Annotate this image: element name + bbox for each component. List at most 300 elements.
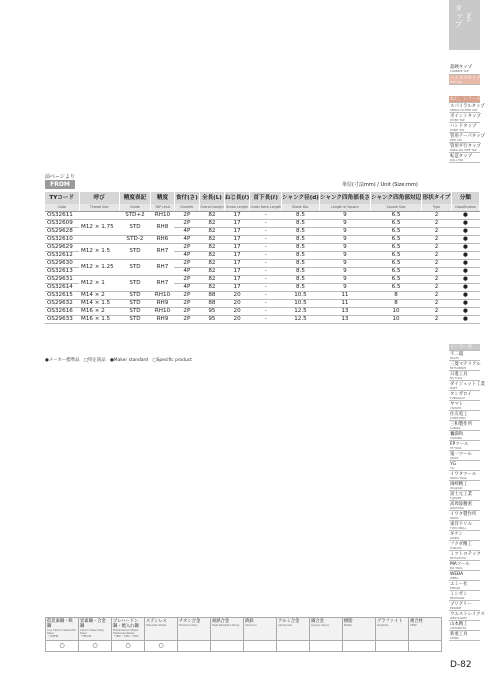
cell-grade: STD (119, 220, 150, 236)
sidebar-maker-item[interactable] (449, 571, 480, 581)
cell-ul: - (250, 212, 282, 220)
cell-limit: RH7 (151, 276, 175, 292)
cell-oal: 88 (199, 292, 224, 300)
column-header-en: Type (422, 204, 452, 212)
cell-dia: 8.5 (282, 244, 320, 252)
cell-grade: STD (119, 260, 150, 276)
cell-chamfer: 2P (174, 316, 199, 324)
sidebar-maker-sublabel: FP TOOL (450, 446, 462, 450)
sidebar-item-label: スパイラルタップ (450, 104, 485, 109)
material-name: チタン合金 (179, 619, 201, 624)
sidebar-maker-item[interactable] (449, 461, 480, 471)
material-suitability-mark (277, 641, 310, 652)
sidebar-maker-label: ヤマト (450, 402, 464, 407)
material-name: 炭素鋼・合金鋼 (80, 619, 106, 629)
sidebar-maker-label: 鬼一ツール (450, 452, 472, 457)
cell-oal: 82 (199, 268, 224, 276)
cell-size: M12 × 1.75 (79, 220, 119, 236)
sidebar-maker-sublabel: PRIGRIE (450, 606, 462, 610)
cell-dia: 8.5 (282, 284, 320, 292)
spec-table (45, 192, 480, 324)
sidebar-maker-item[interactable] (449, 421, 480, 431)
sidebar-item[interactable] (449, 64, 480, 75)
cell-lsq: 9 (319, 228, 370, 236)
cell-limit: RH6 (151, 236, 175, 244)
material-range: ～HRC ～HRC ～HRC (113, 635, 139, 638)
cell-sq: 6.5 (371, 236, 422, 244)
cell-sl: 17 (224, 260, 250, 268)
cell-code: OS32610 (45, 236, 79, 244)
cell-sq: 6.5 (371, 212, 422, 220)
column-header: 首下長(ℓ) (250, 192, 282, 204)
sidebar-maker-item[interactable] (449, 391, 480, 401)
cell-size: M12 × 1 (79, 276, 119, 292)
sidebar-type-list (449, 64, 485, 163)
sidebar-maker-label: フクダ精工 (450, 542, 472, 547)
column-header-en: Square Size (371, 204, 422, 212)
cell-sq: 6.5 (371, 252, 422, 260)
sidebar-maker-label: タンガロイ (450, 392, 472, 397)
sidebar-item[interactable] (449, 133, 485, 143)
sidebar-makers-title: メーカー別 (450, 345, 472, 350)
category-title-jp: タップ (454, 4, 463, 28)
cell-ul: - (250, 244, 282, 252)
column-header: 食付(さ) (174, 192, 199, 204)
cell-limit: RH9 (151, 300, 175, 308)
sidebar-maker-item[interactable] (449, 521, 480, 531)
cell-cls: ● (451, 212, 479, 220)
table-row (45, 212, 480, 220)
cell-grade: STD (119, 276, 150, 292)
column-header: 精度 (151, 192, 175, 204)
cell-ul: - (250, 228, 282, 236)
cell-grade: STD (119, 292, 150, 300)
cell-cls: ● (451, 268, 479, 276)
column-header: シャンク径(d) (282, 192, 320, 204)
cell-lsq: 9 (319, 244, 370, 252)
sidebar-maker-sublabel: NACHI (450, 356, 459, 360)
table-row (45, 276, 480, 284)
cell-lsq: 9 (319, 284, 370, 292)
cell-ul: - (250, 300, 282, 308)
material-cell (79, 618, 112, 641)
material-cell (46, 618, 79, 641)
sidebar-maker-item[interactable] (449, 561, 480, 571)
sidebar-maker-item[interactable] (449, 471, 480, 481)
cell-limit: RH8 (151, 220, 175, 236)
cell-dia: 8.5 (282, 252, 320, 260)
cell-dia: 8.5 (282, 268, 320, 276)
cell-chamfer: 4P (174, 228, 199, 236)
table-row (45, 244, 480, 252)
cell-sq: 6.5 (371, 276, 422, 284)
cell-lsq: 9 (319, 236, 370, 244)
material-cell (244, 618, 277, 641)
material-cell (409, 618, 442, 641)
cell-ul: - (250, 276, 282, 284)
cell-grade: STD (119, 300, 150, 308)
sidebar-maker-sublabel: KIICHI (450, 456, 459, 460)
sidebar-maker-label: 富士元工業 (450, 492, 472, 497)
cell-sq: 6.5 (371, 268, 422, 276)
sidebar-item[interactable] (449, 143, 480, 153)
cell-sq: 10 (371, 308, 422, 316)
sidebar-maker-sublabel: KOSHUHA (450, 506, 464, 510)
sidebar-maker-item[interactable] (449, 451, 480, 461)
sidebar-maker-label: 三和製作所 (450, 422, 472, 427)
cell-sq: 6.5 (371, 244, 422, 252)
cell-ul: - (250, 268, 282, 276)
sidebar-maker-label: 日進工具 (450, 372, 468, 377)
sidebar-item-label: 管用平行タップ (450, 144, 481, 149)
sidebar-item-sublabel: SPIRAL FLUTED TAP (450, 108, 478, 112)
sidebar-maker-item[interactable] (449, 441, 480, 451)
cell-lsq: 13 (319, 316, 370, 324)
cell-oal: 88 (199, 300, 224, 308)
sidebar-maker-sublabel: NS TOOL (450, 376, 463, 380)
sidebar-item-label: ねじ、シリーズ (450, 97, 481, 102)
sidebar-maker-label: 彌満和 (450, 432, 464, 437)
cell-chamfer: 2P (174, 244, 199, 252)
sidebar-maker-item[interactable] (449, 431, 480, 441)
sidebar-maker-sublabel: IWATA TOOL (450, 476, 468, 480)
cell-code: OS32611 (45, 212, 79, 220)
material-name: 樹脂 (344, 619, 353, 624)
cell-lsq: 9 (319, 276, 370, 284)
from-badge: FROM (45, 180, 75, 189)
sidebar-maker-item[interactable] (449, 361, 480, 371)
cell-code: OS29629 (45, 244, 79, 252)
material-suitability-mark (343, 641, 376, 652)
cell-chamfer: 2P (174, 292, 199, 300)
cell-size: M12 × 1.5 (79, 244, 119, 260)
cell-sl: 17 (224, 236, 250, 244)
sidebar-maker-sublabel: YAMAWA (450, 436, 463, 440)
cell-sl: 17 (224, 252, 250, 260)
column-header: 精度表記 (119, 192, 150, 204)
sidebar-maker-item[interactable] (449, 481, 480, 491)
sidebar-maker-item[interactable] (449, 551, 480, 561)
cell-type: 2 (422, 252, 452, 260)
sidebar-maker-item[interactable] (449, 371, 480, 381)
sidebar-maker-sublabel: MITSUTOYO (450, 556, 467, 560)
table-row (45, 236, 480, 244)
sidebar-maker-item[interactable] (449, 601, 480, 611)
material-name-en: Titanium Alloy (179, 624, 198, 627)
sidebar-maker-item[interactable] (449, 501, 480, 511)
material-cell (343, 618, 376, 641)
sidebar-maker-sublabel: TOYO DRILL (450, 526, 467, 530)
cell-size: M14 × 1.5 (79, 300, 119, 308)
category-title-en: TAPS (466, 12, 471, 22)
cell-limit: RH10 (151, 308, 175, 316)
sidebar-maker-item[interactable] (449, 381, 485, 391)
sidebar-maker-item[interactable] (449, 611, 485, 621)
cell-grade: STD-2 (119, 236, 150, 244)
cell-ul: - (250, 220, 282, 228)
cell-type: 2 (422, 316, 452, 324)
sidebar-item-sublabel: PARALLEL PIPE TAP (450, 148, 477, 152)
column-header-en: Thread Size (79, 204, 119, 212)
cell-cls: ● (451, 316, 479, 324)
sidebar-item[interactable] (449, 113, 480, 123)
sidebar-maker-label: YG (450, 462, 457, 467)
sidebar-item[interactable] (449, 103, 485, 113)
material-name-en: Low Carbon Steel Mild Steel (47, 629, 76, 635)
cell-code: OS32615 (45, 292, 79, 300)
sidebar-item[interactable] (449, 153, 480, 163)
cell-code: OS32614 (45, 284, 79, 292)
cell-ul: - (250, 316, 282, 324)
sidebar-maker-sublabel: WEBA (450, 576, 459, 580)
table-row (45, 260, 480, 268)
material-suitability-mark (178, 641, 211, 652)
material-name: ステンレス (146, 619, 167, 624)
cell-type: 2 (422, 212, 452, 220)
cell-chamfer: 2P (174, 260, 199, 268)
cell-sl: 20 (224, 300, 250, 308)
cell-chamfer: 4P (174, 236, 199, 244)
material-cell (178, 618, 211, 641)
sidebar-maker-item[interactable] (449, 511, 480, 521)
sidebar-item-sublabel: CARBIDE TAP (450, 69, 469, 73)
sidebar-maker-item[interactable] (449, 591, 480, 601)
cell-chamfer: 2P (174, 300, 199, 308)
cell-code: OS32613 (45, 268, 79, 276)
sidebar-maker-item[interactable] (449, 401, 480, 411)
cell-chamfer: 2P (174, 308, 199, 316)
cell-oal: 95 (199, 308, 224, 316)
cell-size (79, 236, 119, 244)
material-name-en: Cast Iron (245, 624, 257, 627)
sidebar-maker-sublabel: SANWA (450, 426, 461, 430)
cell-sl: 20 (224, 292, 250, 300)
cell-type: 2 (422, 236, 452, 244)
cell-sq: 6.5 (371, 284, 422, 292)
previous-page-note: 前ページより (45, 174, 75, 180)
sidebar-maker-item[interactable] (449, 491, 480, 501)
cell-sq: 6.5 (371, 228, 422, 236)
cell-limit: RH7 (151, 244, 175, 260)
cell-sl: 17 (224, 268, 250, 276)
sidebar-item-sublabel: HAND TAP (450, 128, 465, 132)
material-name: 銅合金 (311, 619, 324, 624)
sidebar-maker-label: ウエストレイクス (450, 612, 485, 617)
cell-cls: ● (451, 252, 479, 260)
sidebar-item-label: ハンドタップ (450, 124, 477, 129)
cell-lsq: 13 (319, 308, 370, 316)
column-header-en: Grade (119, 204, 150, 212)
sidebar-maker-sublabel: FUJIGEN (450, 496, 462, 500)
cell-type: 2 (422, 268, 452, 276)
sidebar-item-label: ポイントタップ (450, 114, 481, 119)
material-suitability-mark (376, 641, 409, 652)
sidebar-maker-label: 高周波精密 (450, 502, 472, 507)
sidebar-maker-label: ミシガン (450, 592, 468, 597)
cell-sl: 17 (224, 276, 250, 284)
cell-limit: RH10 (151, 292, 175, 300)
material-suitability-mark (409, 641, 442, 652)
sidebar-maker-sublabel: IWATA (450, 516, 459, 520)
material-name: 耐熱合金 (212, 619, 230, 624)
sidebar-item-sublabel: POINT TAP (450, 118, 465, 122)
cell-lsq: 9 (319, 260, 370, 268)
cell-grade: STD (119, 316, 150, 324)
column-header-en: Screw Length (224, 204, 250, 212)
sidebar-item[interactable] (449, 85, 480, 96)
cell-sq: 10 (371, 316, 422, 324)
cell-sq: 8 (371, 300, 422, 308)
cell-sl: 20 (224, 308, 250, 316)
unit-note: 単位(寸法mm) / Unit (Size:mm) (342, 182, 418, 188)
sidebar-item[interactable] (449, 123, 480, 133)
cell-dia: 12.5 (282, 316, 320, 324)
sidebar-maker-item[interactable] (449, 581, 480, 591)
table-row (45, 220, 480, 228)
table-row (45, 292, 480, 300)
column-header: シャンク四角部長さ (319, 192, 370, 204)
sidebar-item-sublabel: PIPE TAP (450, 138, 462, 142)
cell-chamfer: 2P (174, 276, 199, 284)
cell-oal: 82 (199, 212, 224, 220)
material-name: アルミ合金 (278, 619, 300, 624)
cell-oal: 82 (199, 228, 224, 236)
material-range: ～180HB (47, 635, 59, 638)
page-number: D-82 (450, 660, 472, 670)
sidebar-item-sublabel: HSS TAP (450, 80, 462, 84)
cell-lsq: 9 (319, 268, 370, 276)
table-row (45, 300, 480, 308)
cell-type: 2 (422, 244, 452, 252)
sidebar-maker-sublabel: DIJET (450, 386, 458, 390)
cell-dia: 8.5 (282, 220, 320, 228)
sidebar-maker-label: イワタ製作所 (450, 512, 477, 517)
sidebar-maker-sublabel: YAMATO (450, 406, 462, 410)
cell-type: 2 (422, 220, 452, 228)
sidebar-maker-item[interactable] (449, 621, 480, 631)
cell-cls: ● (451, 276, 479, 284)
sidebar-item-label: 転造タップ (450, 154, 472, 159)
sidebar-item-label: ハイススタップ (450, 76, 481, 81)
cell-oal: 82 (199, 284, 224, 292)
cell-dia: 8.5 (282, 212, 320, 220)
cell-sl: 17 (224, 244, 250, 252)
material-name-en: CFRP (410, 624, 417, 627)
material-name-en: Stainless Steels (146, 624, 167, 627)
cell-grade: STD (119, 244, 150, 260)
sidebar-maker-label: イワタツール (450, 472, 477, 477)
cell-oal: 95 (199, 316, 224, 324)
material-suitability-mark (244, 641, 277, 652)
cell-cls: ● (451, 292, 479, 300)
cell-dia: 8.5 (282, 260, 320, 268)
cell-lsq: 9 (319, 212, 370, 220)
sidebar-item[interactable] (449, 96, 480, 103)
cell-oal: 82 (199, 236, 224, 244)
cell-type: 2 (422, 260, 452, 268)
sidebar-maker-item[interactable] (449, 411, 480, 421)
cell-limit: RH9 (151, 316, 175, 324)
cell-ul: - (250, 292, 282, 300)
sidebar-maker-sublabel: MA TOOL (450, 566, 463, 570)
sidebar-maker-item[interactable] (449, 351, 480, 361)
sidebar-maker-label: プリグリー (450, 602, 472, 607)
cell-sl: 17 (224, 284, 250, 292)
sidebar-maker-sublabel: SUMITOMO (450, 416, 466, 420)
sidebar-maker-label: エミー社 (450, 582, 468, 587)
material-name: 複合材 (410, 619, 423, 624)
cell-sl: 20 (224, 316, 250, 324)
sidebar-maker-item[interactable] (449, 531, 480, 541)
column-header: シャンク四角部対辺 (371, 192, 422, 204)
sidebar-maker-sublabel: WESTLAKES (450, 616, 467, 620)
sidebar-maker-label: ギケン (450, 532, 463, 537)
cell-sq: 8 (371, 292, 422, 300)
cell-lsq: 11 (319, 292, 370, 300)
cell-code: OS29633 (45, 316, 79, 324)
sidebar-maker-item[interactable] (449, 541, 480, 551)
header-row-en (45, 204, 480, 212)
sidebar-maker-label: WEBA (450, 572, 464, 577)
cell-dia: 12.5 (282, 308, 320, 316)
sidebar-maker-label: 岡崎精工 (450, 482, 468, 487)
sidebar-maker-label: 三菱マテリアル (450, 362, 481, 367)
cell-code: OS32612 (45, 252, 79, 260)
column-header: 呼び (79, 192, 119, 204)
column-header-en: Classification (451, 204, 479, 212)
material-name-en: Aluminium (278, 624, 292, 627)
sidebar-item[interactable] (449, 75, 480, 85)
cell-cls: ● (451, 236, 479, 244)
cell-lsq: 9 (319, 220, 370, 228)
sidebar-maker-item[interactable] (449, 631, 480, 641)
cell-chamfer: 4P (174, 252, 199, 260)
cell-ul: - (250, 252, 282, 260)
cell-code: OS32616 (45, 308, 79, 316)
cell-dia: 8.5 (282, 236, 320, 244)
sidebar-makers-header (449, 344, 480, 351)
cell-oal: 82 (199, 244, 224, 252)
material-name-en: Prehardened Steels Hardened Steels (113, 629, 139, 635)
sidebar-maker-sublabel: YAMAMOTO (450, 626, 467, 630)
cell-size: M16 × 2 (79, 308, 119, 316)
sidebar-maker-label: FPツール (450, 442, 469, 447)
cell-size (79, 212, 119, 220)
sidebar-maker-label: 新亜工具 (450, 632, 468, 637)
material-name: プレハードン鋼・焼入れ鋼 (113, 619, 139, 629)
sidebar-item-label: 管用テーパタップ (450, 134, 485, 139)
material-cell (310, 618, 343, 641)
material-range: ～HRC30 (80, 635, 92, 638)
sidebar-maker-sublabel: SHINA (450, 636, 459, 640)
cell-size: M16 × 1.5 (79, 316, 119, 324)
cell-lsq: 9 (319, 252, 370, 260)
cell-cls: ● (451, 228, 479, 236)
legend-note: ●メーカー標準品 □特定商品 ●Maker standard □Specific product (45, 358, 192, 363)
cell-cls: ● (451, 308, 479, 316)
cell-chamfer: 4P (174, 268, 199, 276)
material-name-en: Plastic (344, 624, 353, 627)
sidebar-maker-label: 住友電工 (450, 412, 468, 417)
sidebar-maker-sublabel: MICHIGAN (450, 596, 465, 600)
cell-code: OS32609 (45, 220, 79, 228)
column-header: 形状タイプ (422, 192, 452, 204)
cell-ul: - (250, 260, 282, 268)
column-header: 全長(L) (199, 192, 224, 204)
cell-cls: ● (451, 260, 479, 268)
cell-dia: 8.5 (282, 276, 320, 284)
material-name-en: Heat Resistant Alloys (212, 624, 240, 627)
